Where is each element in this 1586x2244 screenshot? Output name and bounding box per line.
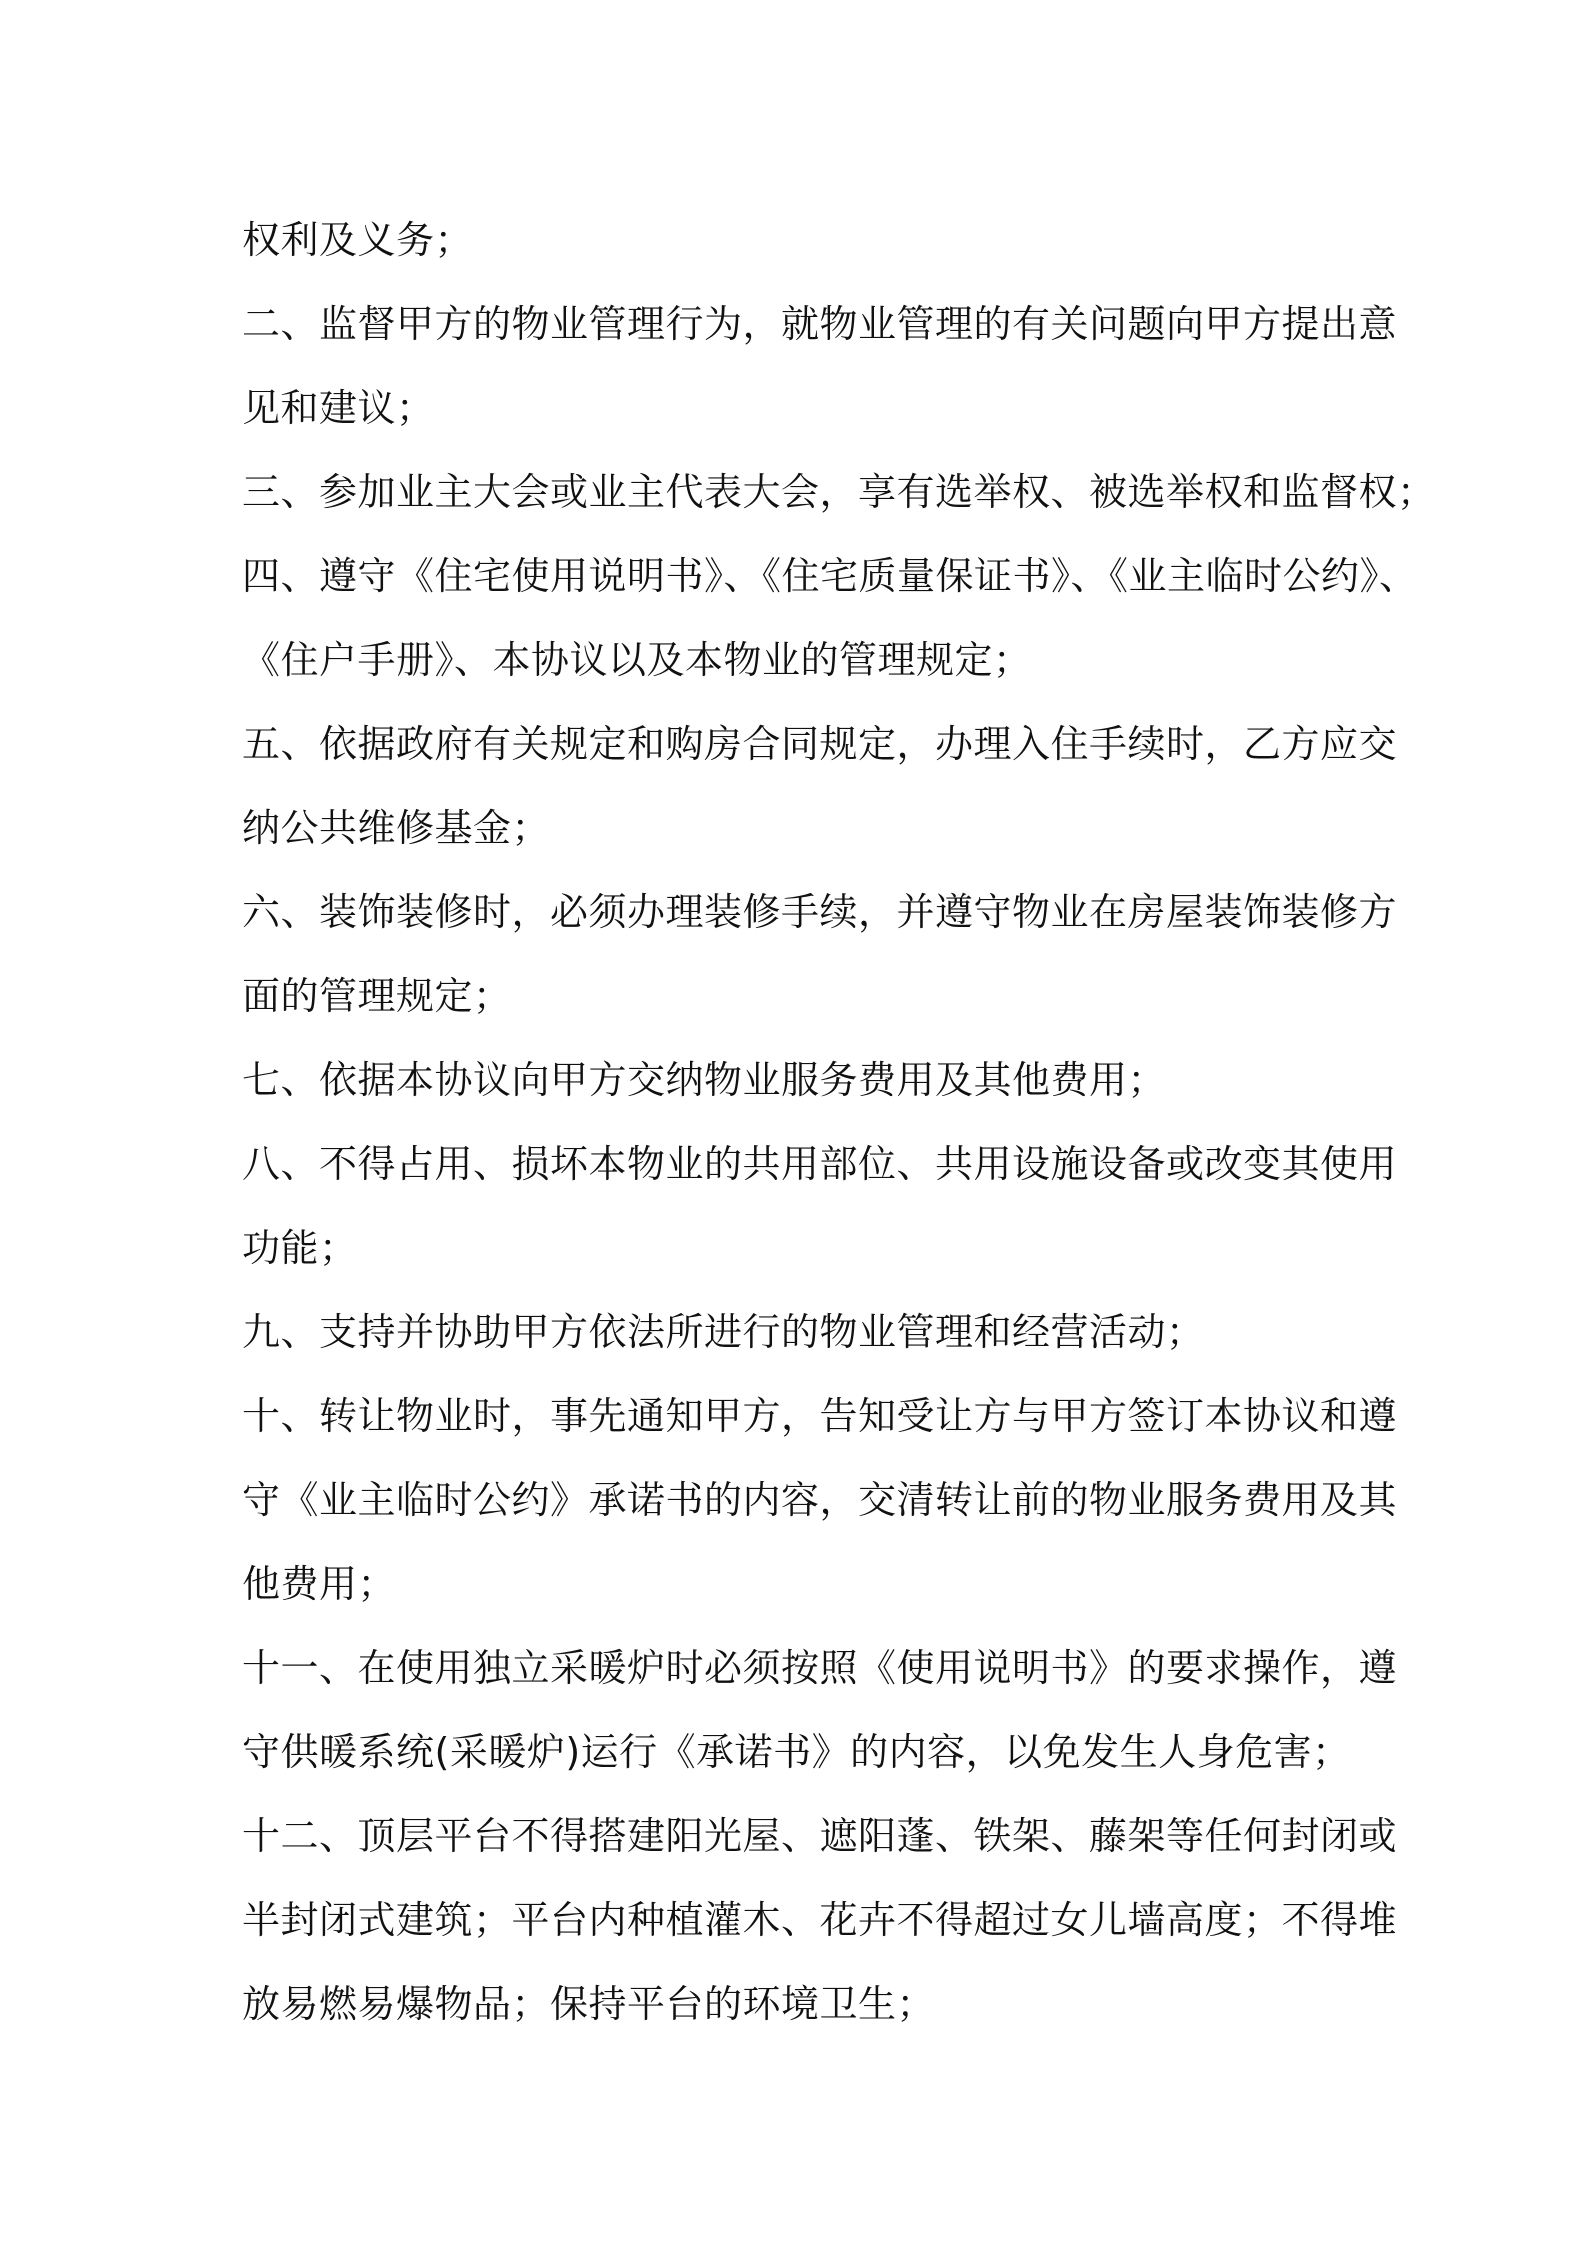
text-line: 十二、顶层平台不得搭建阳光屋、遮阳蓬、铁架、藤架等任何封闭或 bbox=[242, 1814, 1398, 1858]
text-line: 功能； bbox=[242, 1226, 358, 1270]
text-line: 面的管理规定； bbox=[242, 974, 512, 1018]
text-line: 五、依据政府有关规定和购房合同规定，办理入住手续时，乙方应交 bbox=[242, 722, 1398, 766]
document-body bbox=[242, 198, 1436, 2046]
text-line: 七、依据本协议向甲方交纳物业服务费用及其他费用； bbox=[242, 1058, 1167, 1102]
text-line: 放易燃易爆物品；保持平台的环境卫生； bbox=[242, 1982, 936, 2026]
text-line: 三、参加业主大会或业主代表大会，享有选举权、被选举权和监督权； bbox=[242, 470, 1436, 514]
text-line: 半封闭式建筑；平台内种植灌木、花卉不得超过女儿墙高度；不得堆 bbox=[242, 1898, 1398, 1942]
text-line: 见和建议； bbox=[242, 386, 435, 430]
text-line: 四、遵守《住宅使用说明书》、《住宅质量保证书》、《业主临时公约》、 bbox=[242, 554, 1418, 598]
text-line: 权利及义务； bbox=[242, 218, 474, 262]
text-line: 十、转让物业时，事先通知甲方，告知受让方与甲方签订本协议和遵 bbox=[242, 1394, 1398, 1438]
text-line: 十一、在使用独立采暖炉时必须按照《使用说明书》的要求操作，遵 bbox=[242, 1646, 1398, 1690]
text-line: 二、监督甲方的物业管理行为，就物业管理的有关问题向甲方提出意 bbox=[242, 302, 1398, 346]
text-line: 守《业主临时公约》承诺书的内容，交清转让前的物业服务费用及其 bbox=[242, 1478, 1398, 1522]
text-line: 六、装饰装修时，必须办理装修手续，并遵守物业在房屋装饰装修方 bbox=[242, 890, 1398, 934]
text-line: 守供暖系统(采暖炉)运行《承诺书》的内容，以免发生人身危害； bbox=[242, 1730, 1351, 1774]
text-line: 九、支持并协助甲方依法所进行的物业管理和经营活动； bbox=[242, 1310, 1205, 1354]
text-line: 《住户手册》、本协议以及本物业的管理规定； bbox=[242, 638, 1032, 682]
text-line: 他费用； bbox=[242, 1562, 397, 1606]
text-line: 纳公共维修基金； bbox=[242, 806, 551, 850]
text-line: 八、不得占用、损坏本物业的共用部位、共用设施设备或改变其使用 bbox=[242, 1142, 1398, 1186]
